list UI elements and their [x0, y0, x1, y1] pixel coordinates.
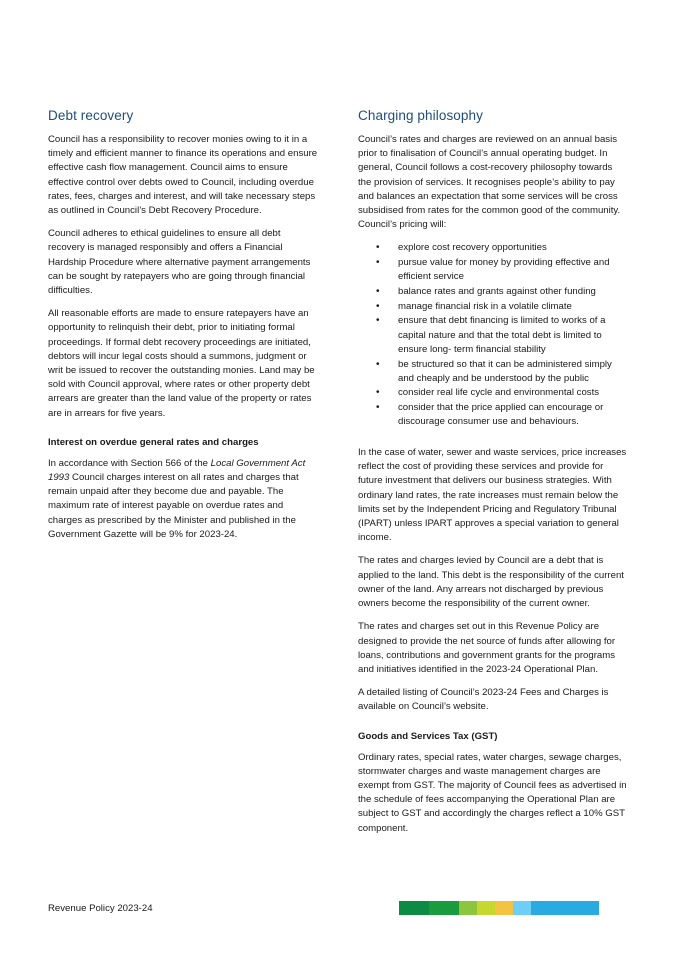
charging-philosophy-heading: Charging philosophy	[358, 108, 483, 123]
left-column	[48, 108, 318, 551]
bullet-item: • consider that the price applied can encourage or discourage consumer use and behaviours.	[398, 401, 628, 429]
bullet-item: • balance rates and grants against other funding	[398, 285, 628, 299]
color-segment	[477, 901, 495, 915]
color-segment	[495, 901, 513, 915]
color-segment	[459, 901, 477, 915]
color-segment	[531, 901, 599, 915]
debt-recovery-paragraph-1: Council has a responsibility to recover monies owing to it in a timely and efficient manner to finance its operations and ensure effective cash flow management. Council aims to ensure effective control over debts owed to Council, including overdue rates, fees, charges and interest, and will take necessary steps as outlined in Council’s Debt Recovery Procedure.	[48, 134, 318, 217]
bullet-item: • be structured so that it can be administered simply and cheaply and be understood by the public	[398, 358, 628, 386]
debt-recovery-paragraph-3: All reasonable efforts are made to ensure ratepayers have an opportunity to relinquish their debt, prior to initiating formal proceedings. If formal debt recovery proceedings are initiated, debtors will incur legal costs should a summons, judgment or writ be issued to recover the outstanding monies. Land may be sold with Council approval, where rates or other property debt arrears are greater than the land value of the property or rates are in arrears for five years.	[48, 308, 315, 419]
interest-subheading: Interest on overdue general rates and charges	[48, 436, 259, 448]
interest-text-start: In accordance with Section 566 of the	[48, 457, 211, 469]
bullet-item: • manage financial risk in a volatile climate	[398, 300, 628, 314]
right-column	[358, 108, 628, 845]
charging-paragraph-5: A detailed listing of Council’s 2023-24 Fees and Charges is available on Council’s website.	[358, 687, 609, 713]
spacer	[358, 430, 628, 446]
bullet-item: • pursue value for money by providing effective and efficient service	[398, 256, 628, 284]
color-segment	[399, 901, 429, 915]
color-segment	[513, 901, 531, 915]
charging-paragraph-4: The rates and charges set out in this Revenue Policy are designed to provide the net source of funds after allowing for loans, contributions and government grants for the programs and initiatives identified in the 2023-24 Operational Plan.	[358, 621, 616, 675]
footer-label: Revenue Policy 2023-24	[48, 903, 153, 914]
bullet-item: • ensure that debt financing is limited to works of a capital nature and that the total debt is limited to ensure long- term financial stability	[398, 314, 628, 357]
gst-subheading: Goods and Services Tax (GST)	[358, 730, 498, 742]
debt-recovery-paragraph-2: Council adheres to ethical guidelines to ensure all debt recovery is managed responsibly and offers a Financial Hardship Procedure where alternative payment arrangements can be sought by ratepayers who are going through financial difficulties.	[48, 228, 311, 297]
interest-text-end: Council charges interest on all rates and charges that remain unpaid after they become due and payable. The maximum rate of interest payable on overdue rates and charges as prescribed by the Minister and published in the Government Gazette will be 9% for 2023-24.	[48, 472, 299, 540]
act-title: Local Government Act 1993	[48, 457, 306, 484]
footer-color-bar	[399, 901, 599, 915]
charging-paragraph-3: The rates and charges levied by Council are a debt that is applied to the land. This debt is the responsibility of the current owner of the land. Any arrears not discharged by previous owners become the responsibility of the current owner.	[358, 555, 624, 610]
interest-paragraph	[48, 457, 318, 542]
color-segment	[429, 901, 459, 915]
charging-paragraph-2: In the case of water, sewer and waste services, price increases reflect the cost of providing these services and provide for future investment that delivers our business strategies. With ordinary land rates, the rate increases must remain below the limits set by the Independent Pricing and Regulatory Tribunal (IPART) unless IPART approves a special variation to general income.	[358, 447, 627, 544]
bullet-item: • consider real life cycle and environmental costs	[398, 386, 628, 400]
pricing-bullet-list	[358, 241, 628, 429]
charging-paragraph-1: Council’s rates and charges are reviewed on an annual basis prior to finalisation of Council’s annual operating budget. In general, Council follows a cost-recovery philosophy towards the provision of services. It recognises people’s ability to pay and balances an expectation that some services will be cross subsidised from rates for the common good of the community. Council’s pricing will:	[358, 134, 621, 231]
gst-paragraph: Ordinary rates, special rates, water charges, sewage charges, stormwater charges and waste management charges are exempt from GST. The majority of Council fees as advertised in the schedule of fees accompanying the Operational Plan are subject to GST and accordingly the charges reflect a 10% GST component.	[358, 751, 627, 834]
debt-recovery-heading: Debt recovery	[48, 108, 134, 123]
bullet-item: • explore cost recovery opportunities	[398, 241, 628, 255]
